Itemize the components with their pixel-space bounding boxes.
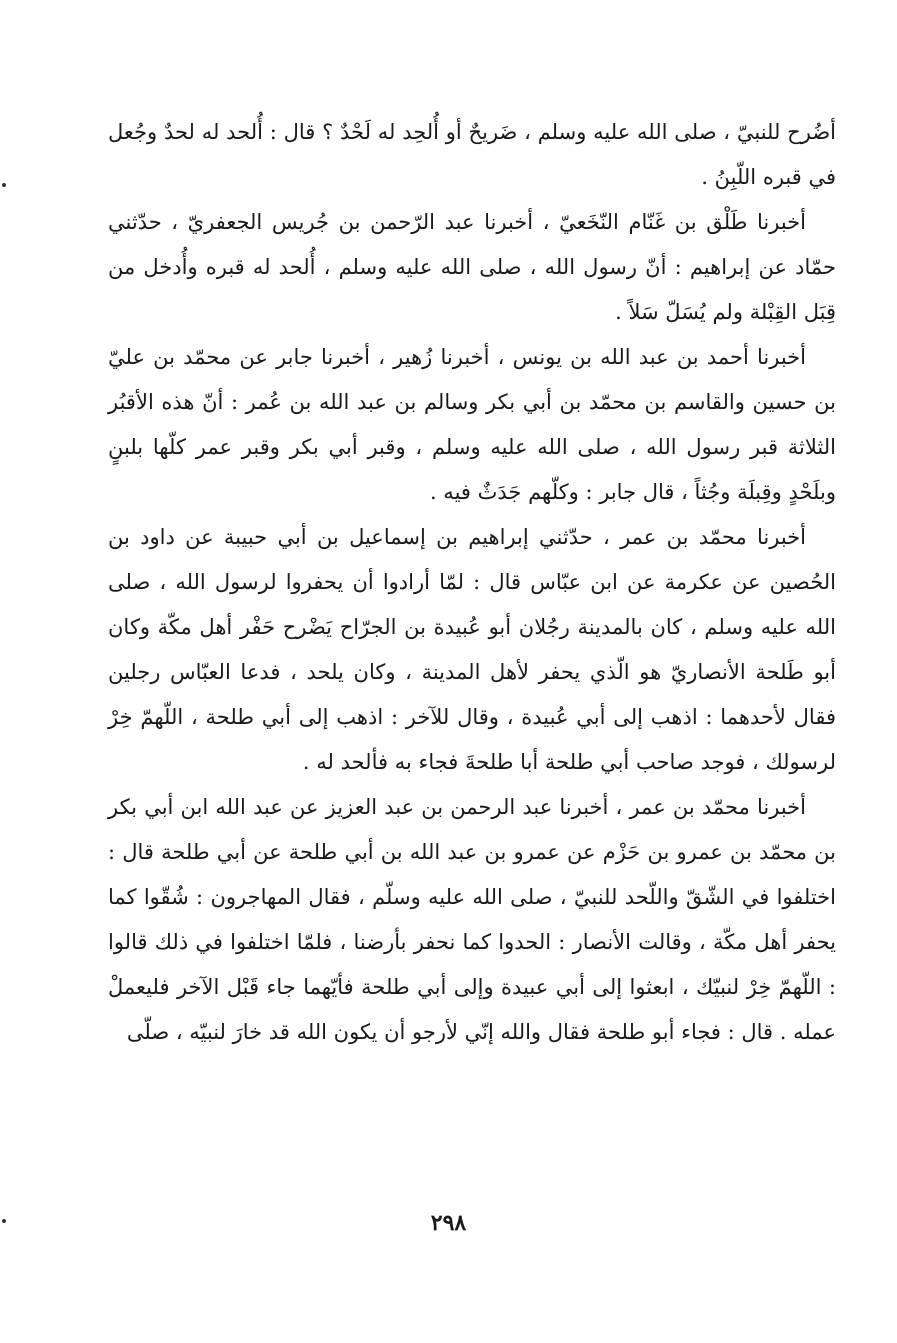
page-number: ٢٩٨ xyxy=(430,1210,467,1236)
page-body xyxy=(108,110,836,1055)
paragraph-3: أخبرنا أحمد بن عبد الله بن يونس ، أخبرنا زُهير ، أخبرنا جابر عن محمّد بن عليّ بن حسين والقاسم بن محمّد بن أبي بكر وسالم بن عبد الله بن عُمر : أنّ هذه الأقبُر الثلاثة قبر رسول الله ، صلى الله عليه وسلم ، وقبر أبي بكر وقبر عمر كلّها بلبنٍ وبلَحْدٍ وقِبلَة وجُثاً ، قال جابر : وكلّهم جَدَثٌ فيه . xyxy=(108,345,836,504)
paragraph-4: أخبرنا محمّد بن عمر ، حدّثني إبراهيم بن إسماعيل بن أبي حبيبة عن داود بن الحُصين عن عكرمة عن ابن عبّاس قال : لمّا أرادوا أن يحفروا لرسول الله ، صلى الله عليه وسلم ، كان بالمدينة رجُلان أبو عُبيدة بن الجرّاح يَضْرح حَفْر أهل مكّة وكان أبو طَلحة الأنصاريّ هو الّذي يحفر لأهل المدينة ، وكان يلحد ، فدعا العبّاس رجلين فقال لأحدهما : اذهب إلى أبي عُبيدة ، وقال للآخر : اذهب إلى أبي طلحة ، اللّهمّ خِرْ لرسولك ، فوجد صاحب أبي طلحة أبا طلحةَ فجاء به فألحد له . xyxy=(108,525,836,774)
paragraph-5: أخبرنا محمّد بن عمر ، أخبرنا عبد الرحمن بن عبد العزيز عن عبد الله ابن أبي بكر بن محمّد بن عمرو بن حَزْم عن عمرو بن عبد الله بن أبي طلحة عن أبي طلحة قال : اختلفوا في الشّقّ واللّحد للنبيّ ، صلى الله عليه وسلّم ، فقال المهاجرون : شُقّوا كما يحفر أهل مكّة ، وقالت الأنصار : الحدوا كما نحفر بأرضنا ، فلمّا اختلفوا في ذلك قالوا : اللّهمّ خِرْ لنبيّك ، ابعثوا إلى أبي عبيدة وإلى أبي طلحة فأيّهما جاء قَبْل الآخر فليعملْ عمله . قال : فجاء أبو طلحة فقال والله إنّي لأرجو أن يكون الله قد خارَ لنبيّه ، صلّى xyxy=(108,795,836,1044)
paragraph-1: أضُرح للنبيّ ، صلى الله عليه وسلم ، ضَريحٌ أو أُلحِد له لَحْدٌ ؟ قال : أُلحد له لحدٌ وجُعل في قبره اللّبِنُ . xyxy=(108,120,836,189)
margin-dot-top xyxy=(2,183,6,187)
paragraph-2: أخبرنا طَلْق بن غَنّام النّخَعيّ ، أخبرنا عبد الرّحمن بن جُريس الجعفريّ ، حدّثني حمّاد عن إبراهيم : أنّ رسول الله ، صلى الله عليه وسلم ، أُلحد له قبره وأُدخل من قِبَل القِبْلة ولم يُسَلّ سَلاً . xyxy=(108,210,836,324)
margin-dot-bottom xyxy=(2,1219,6,1223)
